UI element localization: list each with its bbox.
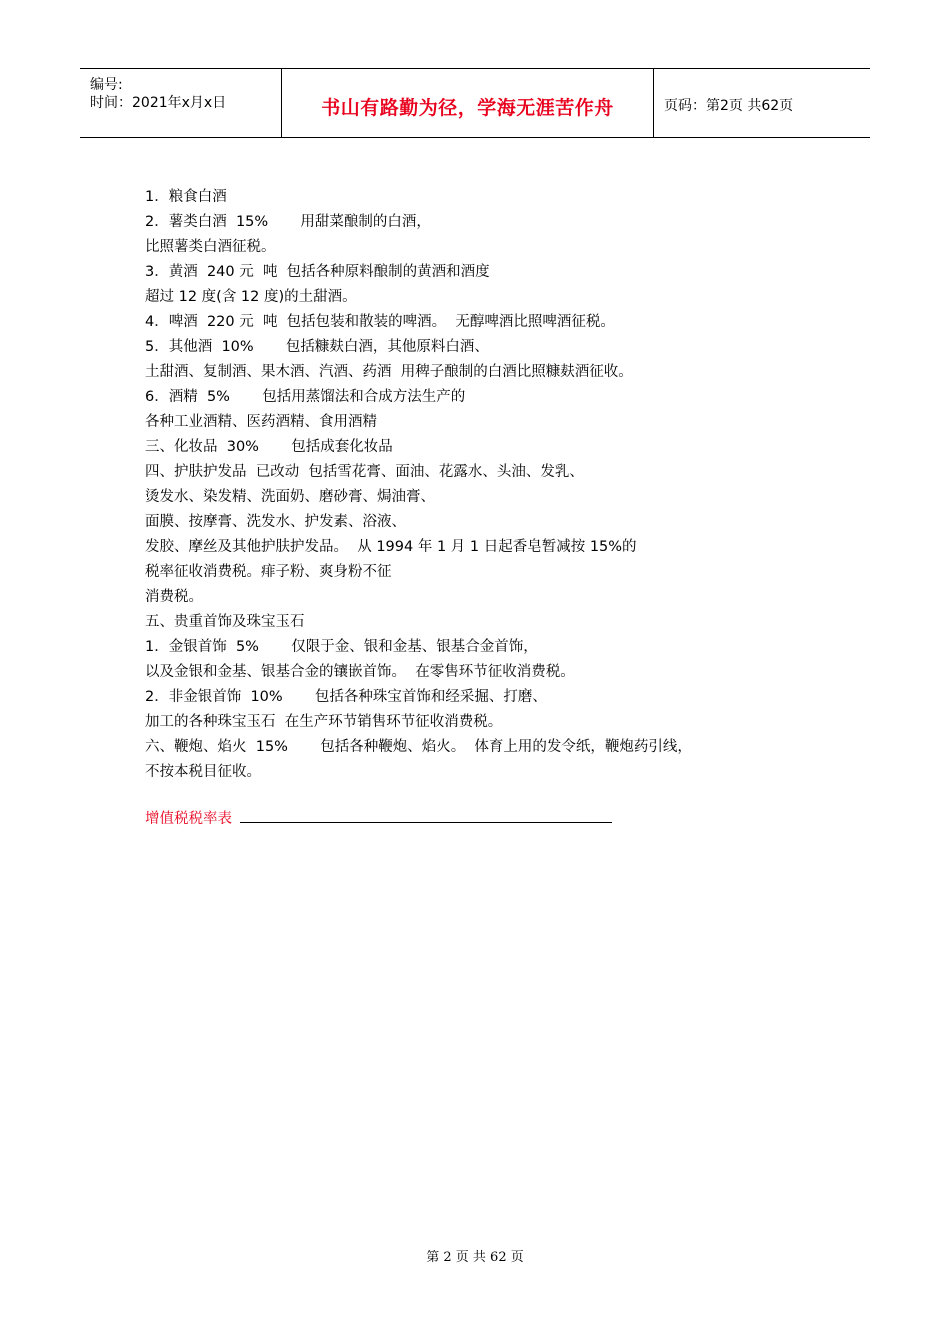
body-line: 发胶、摩丝及其他护肤护发品。 从 1994 年 1 月 1 日起香皂暂减按 15%的 [145,539,637,555]
vat-underline [240,806,612,823]
body-line: 3．黄酒 240 元 吨 包括各种原料酿制的黄酒和酒度 [145,264,490,280]
body-line: 6．酒精 5% 包括用蒸馏法和合成方法生产的 [145,389,466,405]
body-line: 以及金银和金基、银基合金的镶嵌首饰。 在零售环节征收消费税。 [145,664,575,680]
vat-title: 增值税税率表 [145,811,232,827]
body-line: 面膜、按摩膏、洗发水、护发素、浴液、 [145,514,406,530]
body-line: 1．粮食白酒 [145,189,227,205]
body-line: 5．其他酒 10% 包括糠麸白酒，其他原料白酒、 [145,339,489,355]
header-middle-cell [282,69,654,137]
body-line: 四、护肤护发品 已改动 包括雪花膏、面油、花露水、头油、发乳、 [145,464,584,480]
body-line: 消费税。 [145,589,203,605]
body-line: 税率征收消费税。痱子粉、爽身粉不征 [145,564,392,580]
body-line: 加工的各种珠宝玉石 在生产环节销售环节征收消费税。 [145,714,503,730]
vat-rate-table-heading [145,806,612,832]
header-motto: 书山有路勤为径，学海无涯苦作舟 [321,97,614,119]
body-line: 2．薯类白酒 15% 用甜菜酿制的白酒， [145,214,431,230]
body-line: 1．金银首饰 5% 仅限于金、银和金基、银基合金首饰， [145,639,538,655]
body-line: 烫发水、染发精、洗面奶、磨砂膏、焗油膏、 [145,489,435,505]
body-line: 2．非金银首饰 10% 包括各种珠宝首饰和经采掘、打磨、 [145,689,547,705]
body-line: 五、贵重首饰及珠宝玉石 [145,614,305,630]
header-right-cell [654,69,870,137]
body-line: 三、化妆品 30% 包括成套化妆品 [145,439,393,455]
document-body [145,185,785,785]
body-line: 比照薯类白酒征税。 [145,239,276,255]
document-number-label: 编号: [90,77,123,93]
header-page-info: 页码：第2页 共62页 [664,98,794,114]
page-footer: 第 2 页 共 62 页 [426,1250,524,1265]
body-line: 六、鞭炮、焰火 15% 包括各种鞭炮、焰火。 体育上用的发令纸，鞭炮药引线， [145,739,692,755]
body-line: 不按本税目征收。 [145,764,261,780]
body-line: 土甜酒、复制酒、果木酒、汽酒、药酒 用稗子酿制的白酒比照糠麸酒征收。 [145,364,633,380]
document-time-label: 时间：2021年x月x日 [90,95,227,111]
header-left-cell [80,69,282,137]
page-header [80,68,870,138]
body-line: 超过 12 度(含 12 度)的土甜酒。 [145,289,357,305]
body-line: 各种工业酒精、医药酒精、食用酒精 [145,414,377,430]
body-line: 4．啤酒 220 元 吨 包括包装和散装的啤酒。 无醇啤酒比照啤酒征税。 [145,314,615,330]
